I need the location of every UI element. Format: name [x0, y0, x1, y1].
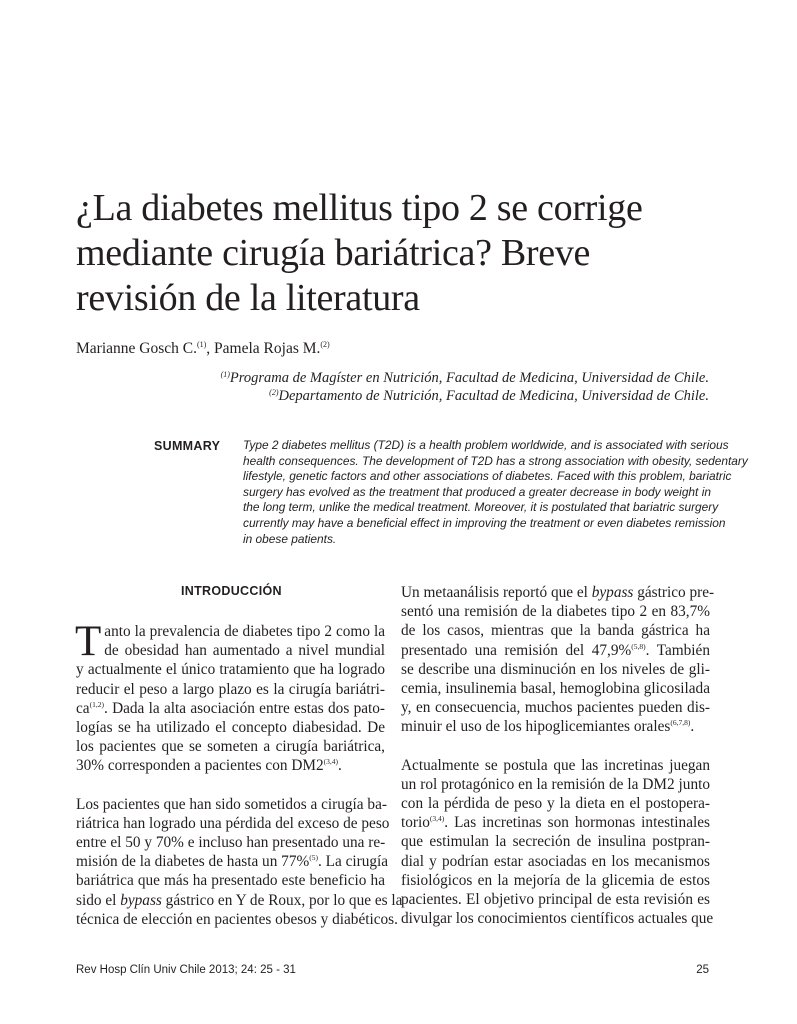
- page-number: 25: [696, 964, 709, 976]
- title-line: revisión de la literatura: [76, 277, 420, 319]
- citation-ref: (1,2): [89, 699, 104, 709]
- author-name: Pamela Rojas M.: [214, 340, 321, 357]
- paragraph-intro-4: Actualmente se postula que las incretinas juegan un rol protagónico en la remisión de la DM2 junto con la pérdida de peso y la dieta en el postopera- torio$^{(3,4)}$. Las incretinas son hormonas intestinales que estimulan la secreción de insulina postpran- dial y podrían estar asociadas en los mecanismos fisiológicos en la mejoría de la glicemia de estos pacientes. El objetivo principal de esta revisión es divulgar los conocimientos científicos actuales que: [401, 756, 714, 928]
- affiliation-ref: (1): [220, 370, 230, 379]
- drop-cap: T: [75, 618, 102, 665]
- article-title: [76, 186, 736, 321]
- title-line: mediante cirugía bariátrica? Breve: [76, 232, 591, 274]
- citation-ref: (5): [309, 853, 318, 863]
- summary-line: Type 2 diabetes mellitus (T2D) is a health problem worldwide, and is associated with serious: [243, 438, 729, 452]
- affiliation-text: Programa de Magíster en Nutrición, Facultad de Medicina, Universidad de Chile.: [229, 370, 709, 386]
- citation-ref: (5,8): [631, 641, 646, 651]
- italic-term: bypass: [591, 584, 634, 601]
- section-heading-introduction: INTRODUCCIÓN: [181, 584, 282, 598]
- summary-abstract: [243, 438, 748, 547]
- title-line: ¿La diabetes mellitus tipo 2 se corrige: [76, 187, 643, 229]
- footer-journal-citation: Rev Hosp Clín Univ Chile 2013; 24: 25 - 31: [76, 964, 296, 976]
- summary-line: currently may have a beneficial effect in improving the treatment or even diabetes remission: [243, 515, 726, 530]
- summary-label: SUMMARY: [154, 439, 221, 453]
- paragraph-intro-2: Los pacientes que han sido sometidos a cirugía ba- riátrica han logrado una pérdida del exceso de peso entre el 50 y 70% e incluso han presentado una re- misión de la diabetes de hasta un 77%$^{(5)}$. La cirugía bariátrica que más ha presentado este beneficio ha sido el bypass gástrico en Y de Roux, por lo que es la técnica de elección en pacientes obesos y diabéticos.: [76, 795, 403, 928]
- citation-ref: (3,4): [323, 757, 339, 767]
- citation-ref: (3,4): [429, 814, 445, 824]
- affiliation: [221, 370, 709, 387]
- summary-line: surgery has evolved as the treatment that produced a greater decrease in body weight in: [243, 484, 711, 499]
- paragraph-intro-3: Un metaanálisis reportó que el bypass gástrico pre- sentó una remisión de la diabetes tipo 2 en 83,7% de los casos, mientras que la banda gástrica ha presentado una remisión del 47,9%$^{(5,8)}$. También se describe una disminución en los niveles de gli- cemia, insulinemia basal, hemoglobina glicosilada y, en consecuencia, muchos pacientes pueden dis- minuir el uso de los hipoglicemiantes orales$^{(6,7,8)}$.: [401, 584, 715, 736]
- body-column-right: [401, 583, 715, 928]
- body-column-left: [75, 618, 403, 929]
- author-name: Marianne Gosch C.: [76, 340, 197, 357]
- author-separator: ,: [206, 340, 215, 357]
- author-affiliation-ref: (2): [320, 340, 330, 349]
- affiliation-text: Departamento de Nutrición, Facultad de Medicina, Universidad de Chile.: [278, 388, 709, 404]
- author-list: [76, 340, 330, 358]
- summary-line: health consequences. The development of T2D has a strong association with obesity, sedentary: [243, 453, 748, 468]
- summary-line: in obese patients.: [243, 531, 337, 546]
- summary-line: the long term, unlike the medical treatment. Moreover, it is postulated that bariatric surgery: [243, 500, 719, 515]
- paragraph-intro-1: T anto la prevalencia de diabetes tipo 2 como la de obesidad han aumentado a nivel mundial y actualmente el único tratamiento que ha logrado reducir el peso a largo plazo es la cirugía bariátri- ca$^{(1,2)}$. Dada la alta asociación entre estas dos pato- logías se ha utilizado el concepto diabesidad. De los pacientes que se someten a cirugía bariátrica, 30% corresponden a pacientes con DM2$^{(3,4)}$.: [75, 618, 385, 775]
- italic-term: bypass: [120, 891, 162, 909]
- author-affiliation-ref: (1): [196, 340, 207, 349]
- summary-line: lifestyle, genetic factors and other associations of diabetes. Faced with this problem, bariatric: [243, 469, 732, 484]
- affiliation: [269, 388, 709, 405]
- citation-ref: (6,7,8): [670, 718, 691, 728]
- affiliation-ref: (2): [269, 388, 279, 397]
